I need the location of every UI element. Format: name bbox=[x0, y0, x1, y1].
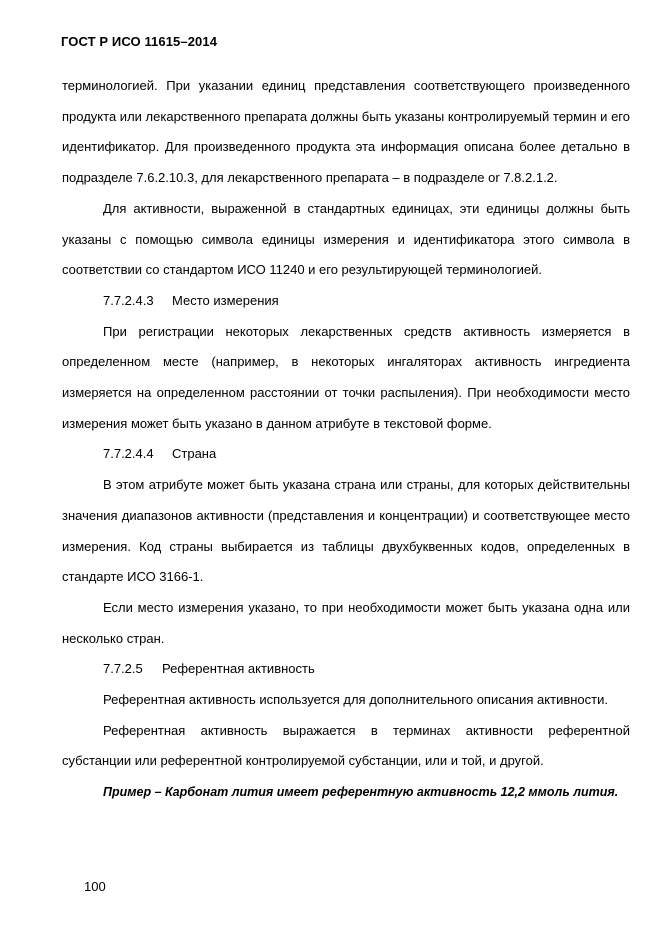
page-number: 100 bbox=[84, 879, 106, 894]
document-body bbox=[62, 71, 630, 808]
paragraph-reference-activity-expression: Референтная активность выражается в терминах активности референтной субстанции или референтной контролируемой субстанции, или и той, и другой. bbox=[62, 722, 630, 769]
paragraph-terminology: терминологией. При указании единиц представления соответствующего произведенного продукта или лекарственного препарата должны быть указаны контролируемый термин и его идентификатор. Для произведенного продукта эта информация описана более детально в подразделе 7.6.2.10.3, для лекарственного препарата – в подразделе or 7.8.2.1.2. bbox=[62, 78, 630, 186]
example-note: Пример – Карбонат лития имеет референтную активность 12,2 ммоль лития. bbox=[103, 785, 619, 800]
paragraph-reference-activity-usage: Референтная активность используется для дополнительного описания активности. bbox=[103, 692, 608, 708]
paragraph-measurement-place: При регистрации некоторых лекарственных средств активность измеряется в определенном месте (например, в некоторых ингаляторах активность ингредиента измеряется на определенном расстоянии от точки распыления). При необходимости место измерения может быть указано в данном атрибуте в текстовой форме. bbox=[62, 323, 630, 431]
section-title: Страна bbox=[172, 446, 217, 462]
section-title: Место измерения bbox=[172, 292, 279, 308]
section-heading-measurement-place bbox=[62, 286, 630, 317]
section-heading-country bbox=[62, 439, 630, 470]
section-heading-reference-activity bbox=[62, 654, 630, 685]
section-number: 7.7.2.4.4 bbox=[103, 446, 154, 462]
section-number: 7.7.2.4.3 bbox=[103, 292, 154, 308]
section-title: Референтная активность bbox=[162, 661, 315, 677]
paragraph-country: В этом атрибуте может быть указана страна или страны, для которых действительны значения диапазонов активности (представления и концентрации) и соответствующее место измерения. Код страны выбирается из таблицы двухбуквенных кодов, определенных в стандарте ИСО 3166-1. bbox=[62, 477, 630, 585]
paragraph-country-optional: Если место измерения указано, то при необходимости может быть указана одна или несколько стран. bbox=[62, 599, 630, 646]
document-header: ГОСТ Р ИСО 11615–2014 bbox=[61, 34, 218, 49]
section-number: 7.7.2.5 bbox=[103, 661, 143, 677]
paragraph-standard-units: Для активности, выраженной в стандартных единицах, эти единицы должны быть указаны с помощью символа единицы измерения и идентификатора этого символа в соответствии со стандартом ИСО 11240 и его результирующей терминологией. bbox=[62, 200, 630, 278]
